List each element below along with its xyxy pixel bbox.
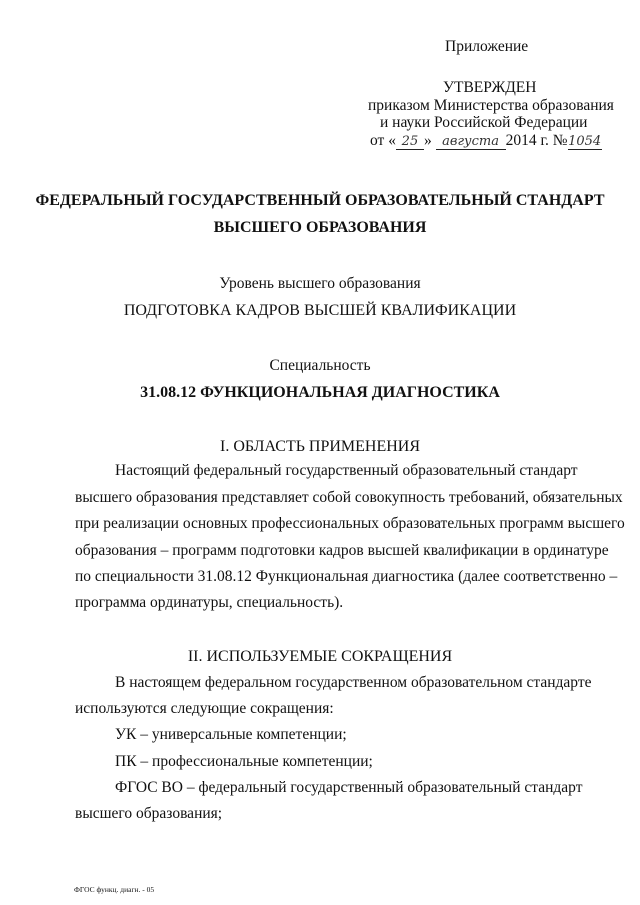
level-label: Уровень высшего образования bbox=[219, 275, 421, 292]
section-1-line-2: высшего образования представляет собой совокупность требований, обязательных bbox=[75, 489, 623, 506]
date-sep: » bbox=[423, 132, 432, 149]
section-1-line-1: Настоящий федеральный государственный образовательный стандарт bbox=[115, 462, 578, 479]
abbreviation-fgos-line-2: высшего образования; bbox=[75, 805, 223, 822]
section-2-heading: II. ИСПОЛЬЗУЕМЫЕ СОКРАЩЕНИЯ bbox=[187, 648, 453, 665]
appendix-label: Приложение bbox=[445, 38, 529, 55]
date-day-field bbox=[396, 134, 424, 150]
order-number-handwritten: 1054 bbox=[568, 134, 602, 149]
footer-code: ФГОС функц. диагн. - 05 bbox=[74, 885, 155, 894]
section-1-line-3: при реализации основных профессиональных образовательных программ высшего bbox=[75, 515, 625, 532]
section-2-intro-line-2: используются следующие сокращения: bbox=[75, 700, 334, 717]
abbreviation-uk: УК – универсальные компетенции; bbox=[115, 726, 347, 743]
section-2-intro-line-1: В настоящем федеральном государственном образовательном стандарте bbox=[115, 674, 592, 691]
order-line-1: приказом Министерства образования bbox=[368, 97, 614, 114]
order-line-2: и науки Российской Федерации bbox=[380, 114, 588, 131]
specialty-value: 31.08.12 ФУНКЦИОНАЛЬНАЯ ДИАГНОСТИКА bbox=[140, 384, 500, 401]
date-prefix: от « bbox=[370, 132, 396, 149]
date-month-field bbox=[436, 134, 506, 150]
date-month-handwritten: августа bbox=[442, 134, 499, 149]
level-value: ПОДГОТОВКА КАДРОВ ВЫСШЕЙ КВАЛИФИКАЦИИ bbox=[123, 302, 517, 319]
order-date-line bbox=[370, 131, 602, 151]
standard-title-line-2: ВЫСШЕГО ОБРАЗОВАНИЯ bbox=[213, 219, 427, 236]
specialty-label: Специальность bbox=[269, 357, 371, 374]
section-1-heading: I. ОБЛАСТЬ ПРИМЕНЕНИЯ bbox=[219, 438, 421, 455]
standard-title-line-1: ФЕДЕРАЛЬНЫЙ ГОСУДАРСТВЕННЫЙ ОБРАЗОВАТЕЛЬНЫЙ СТАНДАРТ bbox=[35, 192, 605, 209]
abbreviation-fgos-line-1: ФГОС ВО – федеральный государственный образовательный стандарт bbox=[115, 779, 583, 796]
section-1-line-6: программа ординатуры, специальность). bbox=[75, 594, 344, 611]
approved-label: УТВЕРЖДЕН bbox=[443, 79, 537, 96]
abbreviation-pk: ПК – профессиональные компетенции; bbox=[115, 753, 373, 770]
date-year: 2014 г. № bbox=[505, 132, 568, 149]
section-1-line-5: по специальности 31.08.12 Функциональная диагностика (далее соответственно – bbox=[75, 568, 618, 585]
date-day-handwritten: 25 bbox=[401, 134, 419, 149]
section-1-line-4: образования – программ подготовки кадров высшей квалификации в ординатуре bbox=[75, 542, 609, 559]
order-number-field bbox=[568, 134, 602, 150]
